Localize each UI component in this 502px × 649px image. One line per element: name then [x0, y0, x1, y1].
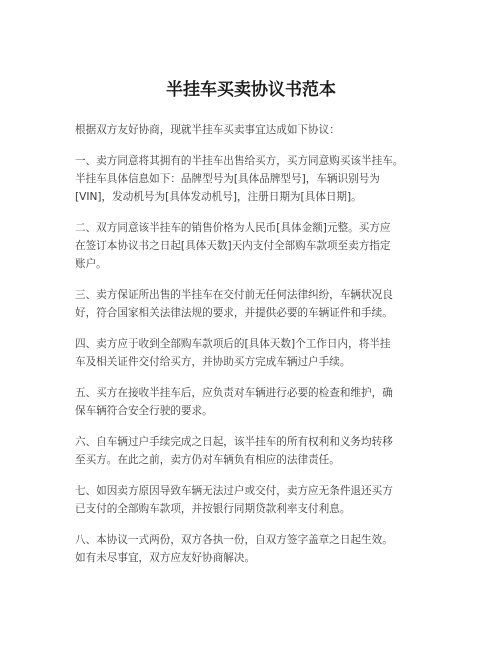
clause-8: [75, 531, 435, 567]
paragraph-line: 七、如因卖方原因导致车辆无法过户或交付，卖方应无条件退还买方: [75, 485, 393, 497]
paragraph-line: 半挂车具体信息如下：品牌型号为[具体品牌型号]，车辆识别号为: [75, 173, 380, 185]
paragraph-line: 账户。: [75, 258, 107, 270]
paragraph-line: 已支付的全部购车款项，并按银行同期贷款利率支付利息。: [75, 503, 351, 515]
paragraph-line: 二、双方同意该半挂车的销售价格为人民币[具体金额]元整。买方应: [75, 222, 391, 234]
paragraph-line: 一、卖方同意将其拥有的半挂车出售给买方，买方同意购买该半挂车。: [75, 155, 404, 167]
paragraph-line: 好，符合国家相关法律法规的要求，并提供必要的车辆证件和手续。: [75, 307, 393, 319]
clause-7: [75, 482, 435, 518]
paragraph-line: 六、自车辆过户手续完成之日起，该半挂车的所有权利和义务均转移: [75, 436, 393, 448]
clause-4: [75, 335, 435, 371]
paragraph-line: 在签订本协议书之日起[具体天数]天内支付全部购车款项至卖方指定: [75, 240, 391, 252]
clause-6: [75, 433, 435, 469]
paragraph-line: 三、卖方保证所出售的半挂车在交付前无任何法律纠纷，车辆状况良: [75, 289, 393, 301]
paragraph-line: 五、买方在接收半挂车后，应负责对车辆进行必要的检查和维护，确: [75, 387, 393, 399]
paragraph-line: 保车辆符合安全行驶的要求。: [75, 405, 213, 417]
document-body: [75, 121, 435, 580]
clause-2: [75, 219, 435, 273]
clause-3: [75, 286, 435, 322]
paragraph-line: 四、卖方应于收到全部购车款项后的[具体天数]个工作日内，将半挂: [75, 338, 391, 350]
paragraph-line: 如有未尽事宜，双方应友好协商解决。: [75, 552, 256, 564]
paragraph-line: 八、本协议一式两份，双方各执一份，自双方签字盖章之日起生效。: [75, 534, 393, 546]
paragraph-line: 至买方。在此之前，卖方仍对车辆负有相应的法律责任。: [75, 454, 340, 466]
clause-5: [75, 384, 435, 420]
document-title: 半挂车买卖协议书范本: [166, 80, 336, 100]
paragraph-line: 根据双方友好协商，现就半挂车买卖事宜达成如下协议：: [75, 124, 340, 136]
paragraph-line: 车及相关证件交付给买方，并协助买方完成车辆过户手续。: [75, 356, 351, 368]
paragraph-intro: [75, 121, 435, 139]
paragraph-line: [VIN]，发动机号为[具体发动机号]，注册日期为[具体日期]。: [75, 191, 362, 203]
clause-1: [75, 152, 435, 206]
